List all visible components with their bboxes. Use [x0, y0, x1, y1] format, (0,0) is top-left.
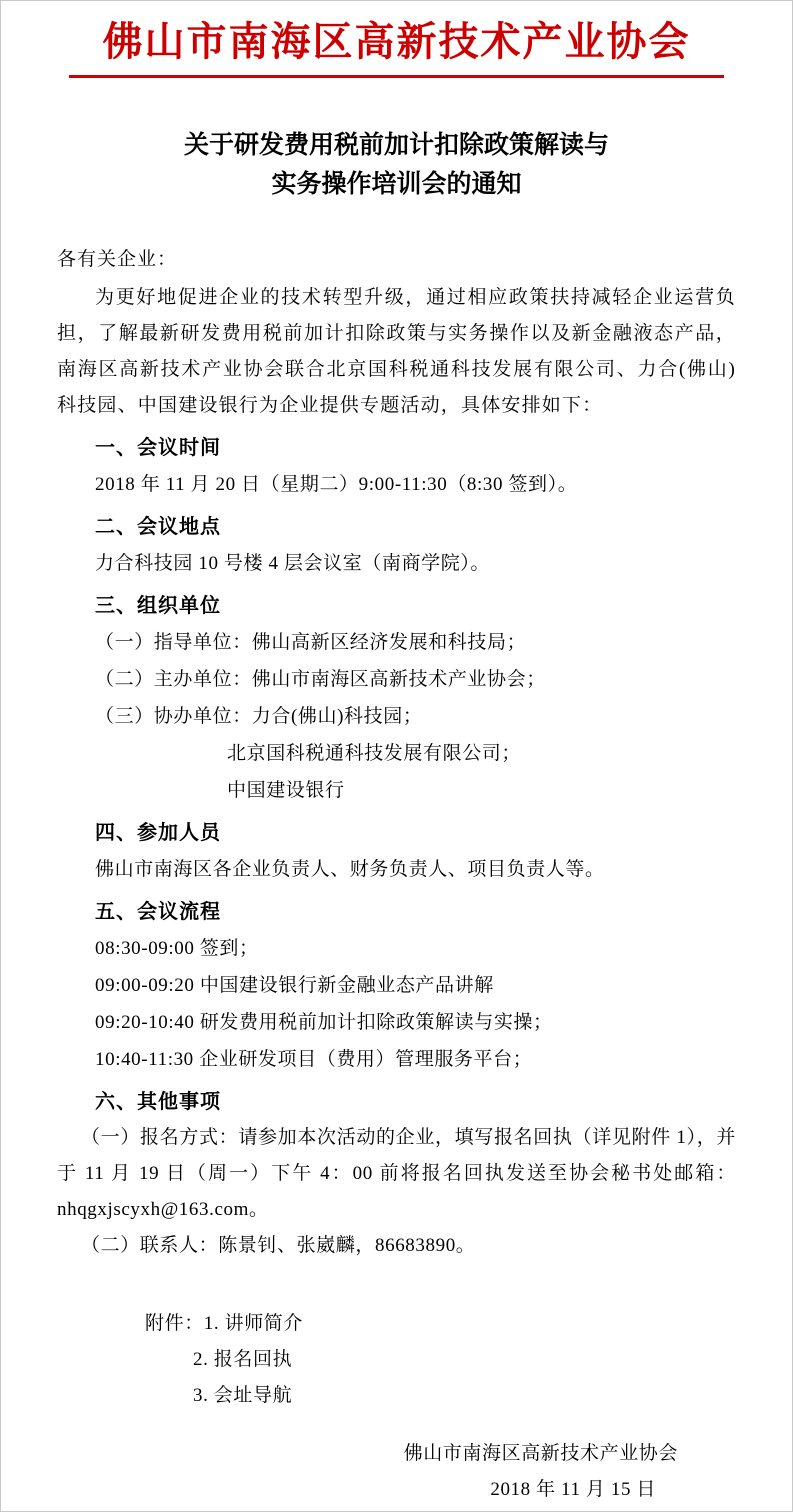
document-title — [1, 126, 792, 204]
document-title-line-2: 实务操作培训会的通知 — [271, 169, 522, 198]
section-heading-3: 三、组织单位 — [95, 594, 221, 617]
section-3-line-3: （三）协办单位：力合(佛山)科技园； — [95, 705, 423, 727]
section-heading-6: 六、其他事项 — [95, 1090, 221, 1113]
section-5-line-4: 10:40-11:30 企业研发项目（费用）管理服务平台； — [95, 1048, 533, 1070]
attachments-list — [57, 1306, 736, 1414]
section-3-extra-line-1: 北京国科税通科技发展有限公司； — [227, 742, 522, 764]
section-3-line-1: （一）指导单位：佛山高新区经济发展和科技局； — [95, 631, 527, 653]
section-heading-5: 五、会议流程 — [95, 900, 221, 923]
signature-organization: 佛山市南海区高新技术产业协会 — [403, 1442, 678, 1464]
section-5-line-2: 09:00-09:20 中国建设银行新金融业态产品讲解 — [95, 974, 494, 996]
salutation: 各有关企业： — [57, 248, 178, 270]
section-heading-1: 一、会议时间 — [95, 436, 221, 459]
section-6-paragraph-1: （一）报名方式：请参加本次活动的企业，填写报名回执（详见附件 1），并于 11 月 19 日（周一）下午 4：00 前将报名回执发送至协会秘书处邮箱：nhqgxjscyxh@163.com。 — [57, 1126, 736, 1220]
intro-paragraph: 为更好地促进企业的技术转型升级，通过相应政策扶持减轻企业运营负担，了解最新研发费用税前加计扣除政策与实务操作以及新金融液态产品，南海区高新技术产业协会联合北京国科税通科技发展有限公司、力合(佛山)科技园、中国建设银行为企业提供专题活动，具体安排如下： — [57, 286, 736, 416]
section-2-line-1: 力合科技园 10 号楼 4 层会议室（南商学院）。 — [95, 552, 491, 574]
attachment-item-1: 附件：1. 讲师简介 — [145, 1312, 304, 1334]
section-4-line-1: 佛山市南海区各企业负责人、财务负责人、项目负责人等。 — [95, 858, 605, 880]
section-5-line-1: 08:30-09:00 签到； — [95, 937, 259, 959]
section-3-extra-line-2: 中国建设银行 — [227, 779, 345, 801]
section-heading-4: 四、参加人员 — [95, 821, 221, 844]
attachment-item-2: 2. 报名回执 — [193, 1348, 293, 1370]
document-title-line-1: 关于研发费用税前加计扣除政策解读与 — [183, 131, 609, 159]
masthead-divider — [69, 75, 724, 78]
organization-name: 佛山市南海区高新技术产业协会 — [102, 18, 691, 65]
section-heading-2: 二、会议地点 — [95, 515, 221, 538]
document-body — [57, 242, 736, 1508]
section-1-line-1: 2018 年 11 月 20 日（星期二）9:00-11:30（8:30 签到）。 — [95, 473, 578, 495]
section-6-paragraph-2: （二）联系人：陈景钊、张崴麟，86683890。 — [81, 1234, 476, 1256]
signature-block — [57, 1436, 736, 1508]
attachment-item-3: 3. 会址导航 — [193, 1384, 293, 1406]
masthead — [1, 1, 792, 78]
signature-date: 2018 年 11 月 15 日 — [490, 1478, 656, 1500]
section-5-line-3: 09:20-10:40 研发费用税前加计扣除政策解读与实操； — [95, 1011, 553, 1033]
section-3-line-2: （二）主办单位：佛山市南海区高新技术产业协会； — [95, 668, 546, 690]
